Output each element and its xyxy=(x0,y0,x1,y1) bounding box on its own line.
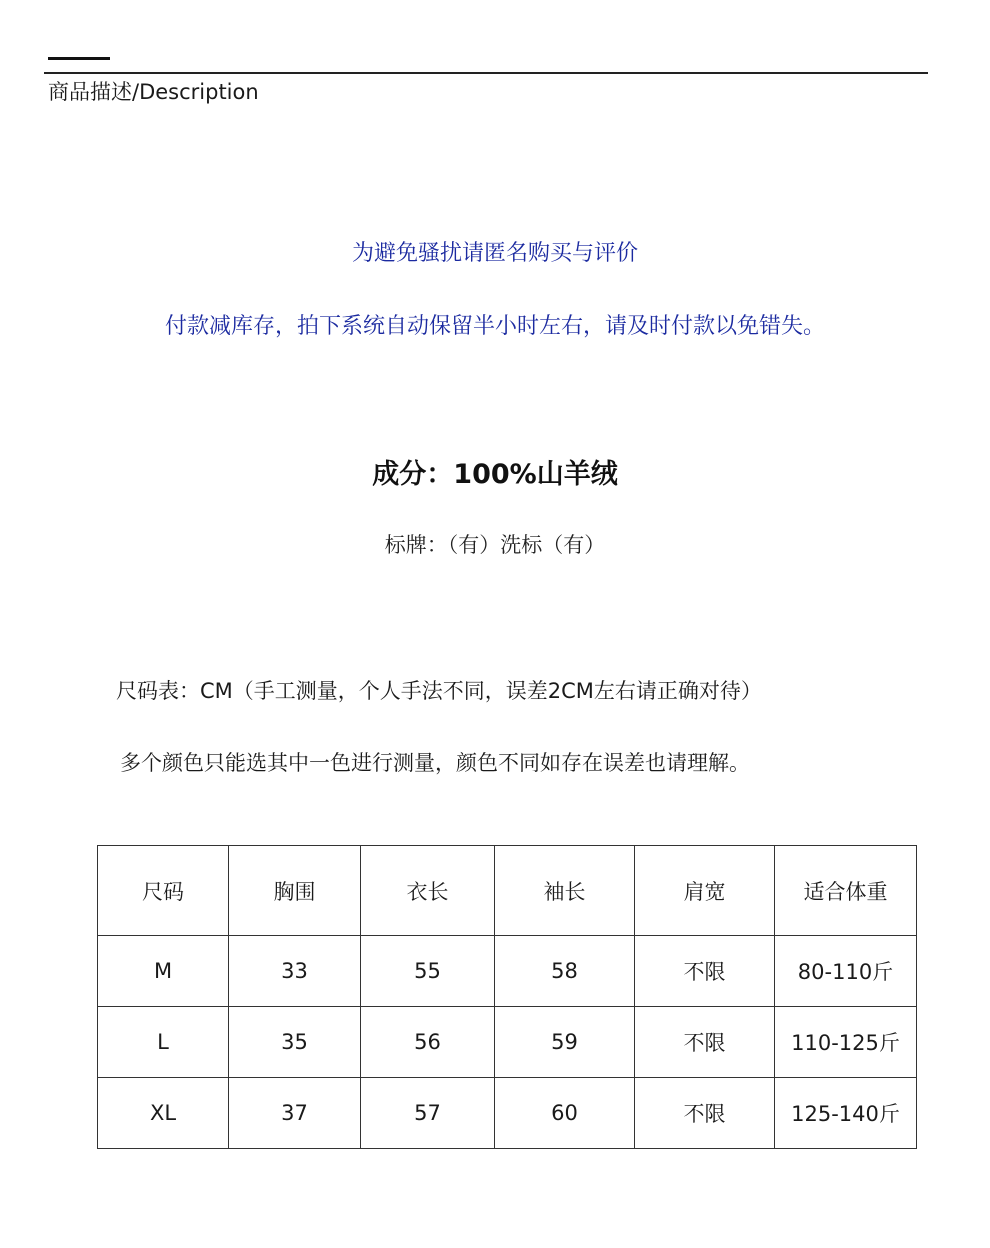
table-cell: 不限 xyxy=(635,1007,775,1078)
size-table-header xyxy=(98,846,917,936)
column-header-sleeve: 袖长 xyxy=(495,846,635,936)
table-cell: 不限 xyxy=(635,936,775,1007)
table-cell: 33 xyxy=(229,936,361,1007)
table-cell: L xyxy=(98,1007,229,1078)
size-chart-note: 尺码表：CM（手工测量，个人手法不同，误差2CM左右请正确对待） xyxy=(116,679,762,703)
table-row xyxy=(98,936,917,1007)
column-header-chest: 胸围 xyxy=(229,846,361,936)
section-title: 商品描述/Description xyxy=(48,80,259,104)
table-cell: 37 xyxy=(229,1078,361,1149)
column-header-weight: 适合体重 xyxy=(775,846,917,936)
table-cell: 60 xyxy=(495,1078,635,1149)
table-row xyxy=(98,1078,917,1149)
anonymous-purchase-notice: 为避免骚扰请匿名购买与评价 xyxy=(351,241,638,266)
table-row xyxy=(98,1007,917,1078)
table-cell: 80-110斤 xyxy=(775,936,917,1007)
header-divider xyxy=(44,72,928,74)
table-cell: 110-125斤 xyxy=(775,1007,917,1078)
table-cell: 59 xyxy=(495,1007,635,1078)
table-cell: M xyxy=(98,936,229,1007)
payment-notice: 付款减库存，拍下系统自动保留半小时左右，请及时付款以免错失。 xyxy=(164,314,825,339)
table-cell: 56 xyxy=(361,1007,495,1078)
table-cell: XL xyxy=(98,1078,229,1149)
table-cell: 不限 xyxy=(635,1078,775,1149)
table-cell: 58 xyxy=(495,936,635,1007)
table-cell: 35 xyxy=(229,1007,361,1078)
table-cell: 55 xyxy=(361,936,495,1007)
column-header-length: 衣长 xyxy=(361,846,495,936)
table-cell: 57 xyxy=(361,1078,495,1149)
header-accent-bar xyxy=(48,57,110,60)
label-info-text: 标牌：（有）洗标（有） xyxy=(384,533,606,557)
table-cell: 125-140斤 xyxy=(775,1078,917,1149)
color-measurement-note: 多个颜色只能选其中一色进行测量，颜色不同如存在误差也请理解。 xyxy=(120,751,750,775)
column-header-shoulder: 肩宽 xyxy=(635,846,775,936)
size-table xyxy=(97,845,917,1149)
column-header-size: 尺码 xyxy=(98,846,229,936)
composition-text: 成分：100%山羊绒 xyxy=(372,459,618,490)
